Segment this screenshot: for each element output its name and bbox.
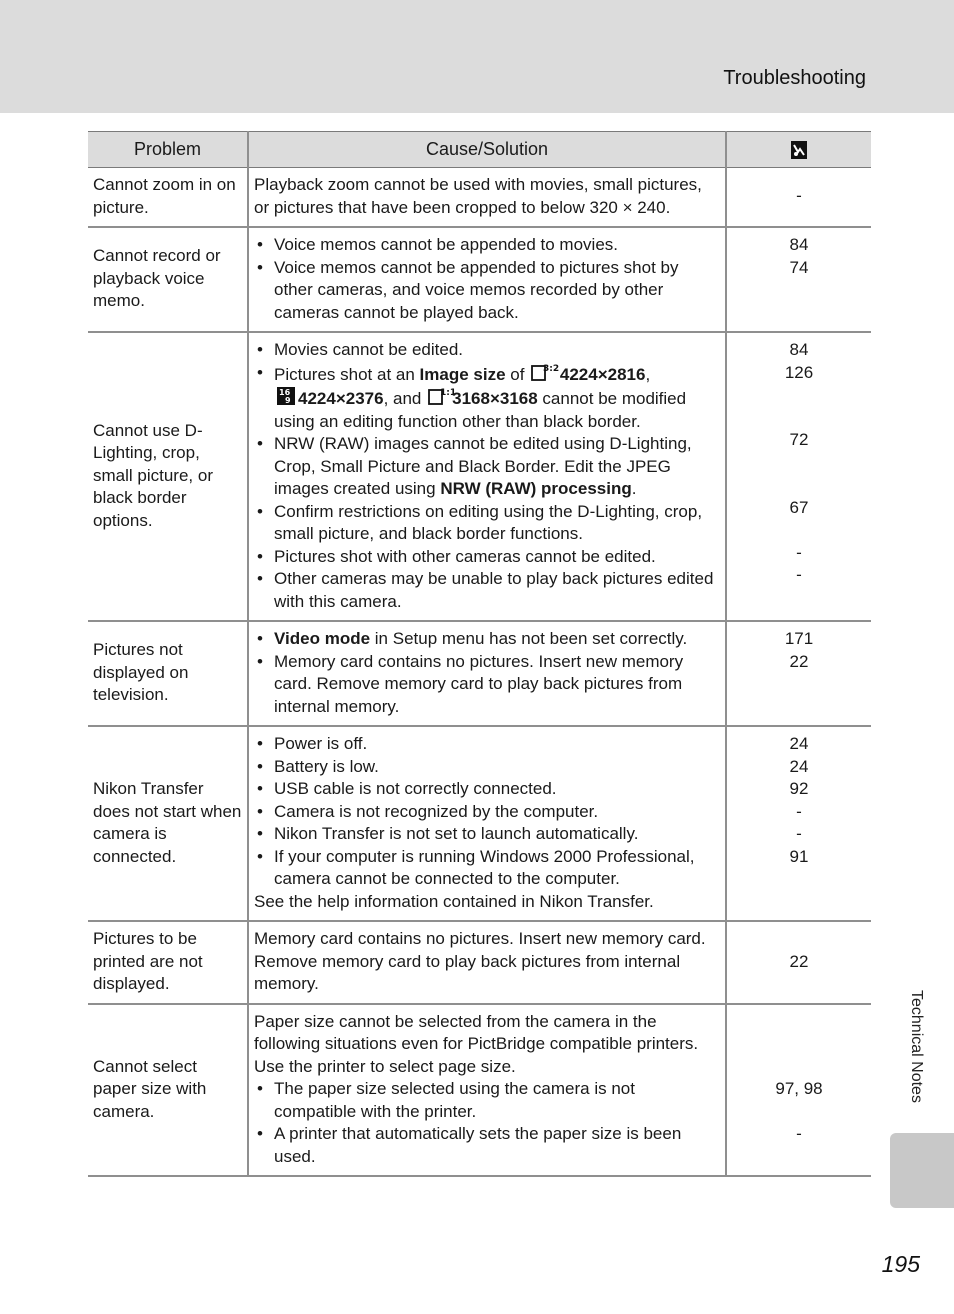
solution-item — [254, 433, 720, 501]
section-title: Troubleshooting — [723, 67, 866, 89]
table-row — [88, 332, 871, 621]
reference-spacer — [732, 452, 866, 497]
svg-text:9: 9 — [285, 396, 291, 405]
image-size-16-9-icon — [276, 386, 296, 406]
column-header-cause-solution: Cause/Solution — [248, 132, 726, 168]
reference-spacer — [732, 384, 866, 429]
svg-text:1:1: 1:1 — [440, 388, 457, 398]
solution-list — [254, 1078, 720, 1168]
table-row — [88, 168, 871, 228]
column-header-reference — [726, 132, 871, 168]
solution-item: • USB cable is not correctly connected. — [254, 778, 720, 801]
svg-text:3:2: 3:2 — [543, 363, 560, 374]
troubleshooting-table — [88, 131, 871, 1177]
solution-cell — [248, 621, 726, 726]
column-header-problem: Problem — [88, 132, 248, 168]
reference-cell — [726, 621, 871, 726]
page-reference: - — [796, 1124, 802, 1143]
page-reference: 84 — [789, 340, 809, 359]
solution-item: • Confirm restrictions on editing using the D-Lighting, crop, small picture, and black border functions. — [254, 501, 720, 546]
text-run: . — [631, 479, 637, 498]
solution-text: Playback zoom cannot be used with movies, small pictures, or pictures that have been cropped to below 320 × 240. — [254, 175, 702, 217]
reference-spacer — [732, 519, 866, 542]
svg-text:16: 16 — [279, 388, 291, 397]
side-thumb-tab — [890, 1133, 954, 1208]
solution-text: Memory card contains no pictures. Insert new memory card. Remove memory card to play back pictures from internal memory. — [254, 929, 706, 993]
page-reference: 72 — [789, 430, 809, 449]
problem-cell: Cannot zoom in on picture. — [88, 168, 248, 228]
image-size-1-1-icon — [428, 386, 457, 406]
reference-cell — [726, 332, 871, 621]
solution-item: • Voice memos cannot be appended to pictures shot by other cameras, and voice memos recorded by other cameras cannot be played back. — [254, 257, 720, 325]
page-reference: 126 — [784, 362, 814, 382]
image-size-value: 3168×3168 — [452, 389, 538, 408]
setting-name: Image size — [419, 364, 506, 384]
reference-spacer — [732, 1101, 866, 1124]
image-size-3-2-icon — [531, 362, 560, 382]
text-run: in Setup menu has not been set correctly. — [370, 629, 688, 648]
solution-note: See the help information contained in Nikon Transfer. — [254, 891, 654, 911]
solution-list — [254, 628, 720, 718]
page-number: 195 — [881, 1251, 920, 1277]
solution-item: • Pictures shot with other cameras cannot be edited. — [254, 546, 720, 569]
solution-cell — [248, 227, 726, 332]
text-run: NRW (RAW) images cannot be edited using D-Lighting, Crop, Small Picture and Black Border. Edit the JPEG images created using — [274, 434, 692, 498]
problem-cell: Cannot select paper size with camera. — [88, 1004, 248, 1177]
page-reference: 24 — [789, 734, 809, 753]
page-reference: 74 — [789, 257, 809, 277]
page-reference: 84 — [789, 235, 809, 254]
table-row — [88, 726, 871, 921]
solution-list — [254, 234, 720, 324]
problem-cell: Pictures to be printed are not displayed. — [88, 921, 248, 1004]
solution-cell — [248, 332, 726, 621]
page-reference: 97, 98 — [775, 1079, 823, 1098]
page-reference: 24 — [789, 756, 809, 776]
page-reference: - — [796, 565, 802, 584]
reference-cell — [726, 168, 871, 228]
table-header-row — [88, 132, 871, 168]
table-row — [88, 621, 871, 726]
page-reference: 171 — [784, 629, 814, 648]
header-band — [0, 0, 954, 113]
reference-cell — [726, 227, 871, 332]
solution-cell — [248, 168, 726, 228]
solution-item: • Nikon Transfer is not set to launch automatically. — [254, 823, 720, 846]
solution-list — [254, 339, 720, 613]
solution-cell — [248, 726, 726, 921]
solution-item: • Memory card contains no pictures. Insert new memory card. Remove memory card to play back pictures from internal memory. — [254, 651, 720, 719]
page-reference: - — [796, 824, 802, 843]
table-row — [88, 227, 871, 332]
text-run: , and — [383, 389, 427, 408]
solution-item: • Movies cannot be edited. — [254, 339, 720, 362]
page-reference: 22 — [789, 951, 809, 971]
solution-list — [254, 733, 720, 891]
setting-name: NRW (RAW) processing — [440, 479, 632, 498]
problem-cell: Pictures not displayed on television. — [88, 621, 248, 726]
solution-text: Paper size cannot be selected from the camera in the following situations even for PictBridge compatible printers. Use the printer to select page size. — [254, 1011, 699, 1076]
image-size-value: 4224×2816 — [559, 364, 646, 384]
page-reference: - — [796, 801, 802, 821]
side-section-label: Technical Notes — [908, 990, 925, 1103]
solution-item: • Battery is low. — [254, 756, 720, 779]
solution-item: • Voice memos cannot be appended to movies. — [254, 234, 720, 257]
text-run: cannot be modified using an editing function other than black border. — [274, 389, 687, 431]
table-row — [88, 1004, 871, 1177]
problem-cell: Cannot use D-Lighting, crop, small picture, or black border options. — [88, 332, 248, 621]
page-reference: 91 — [789, 846, 809, 866]
solution-item: • Other cameras may be unable to play back pictures edited with this camera. — [254, 568, 720, 613]
solution-cell — [248, 921, 726, 1004]
reference-cell — [726, 1004, 871, 1177]
problem-cell: Cannot record or playback voice memo. — [88, 227, 248, 332]
solution-item: • If your computer is running Windows 2000 Professional, camera cannot be connected to the computer. — [254, 846, 720, 891]
reference-cell — [726, 921, 871, 1004]
table-row — [88, 921, 871, 1004]
text-run: , — [645, 364, 651, 384]
solution-cell — [248, 1004, 726, 1177]
setting-name: Video mode — [274, 629, 371, 648]
solution-item — [254, 628, 720, 651]
solution-item: • The paper size selected using the camera is not compatible with the printer. — [254, 1078, 720, 1123]
image-size-value: 4224×2376 — [298, 389, 384, 408]
solution-item — [254, 362, 720, 434]
reference-spacer — [732, 1011, 866, 1079]
page-reference: - — [796, 542, 802, 562]
page-reference: 92 — [789, 779, 809, 798]
page-reference: 67 — [789, 497, 809, 517]
solution-item: • A printer that automatically sets the paper size is been used. — [254, 1123, 720, 1168]
text-run: of — [505, 364, 530, 384]
reference-cell — [726, 726, 871, 921]
solution-item: • Camera is not recognized by the computer. — [254, 801, 720, 824]
solution-item: • Power is off. — [254, 733, 720, 756]
book-reference-icon — [790, 140, 808, 160]
text-run: Pictures shot at an — [274, 364, 420, 384]
page-reference: - — [796, 186, 802, 206]
page-reference: 22 — [789, 651, 809, 671]
problem-cell: Nikon Transfer does not start when camera is connected. — [88, 726, 248, 921]
